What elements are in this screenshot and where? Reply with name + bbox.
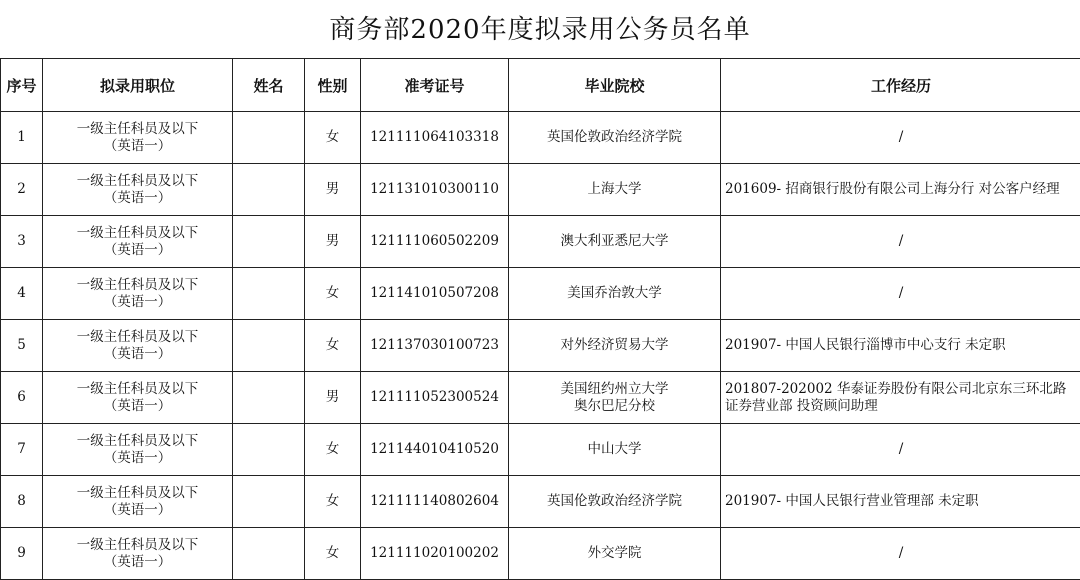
- seq-text: 7: [17, 441, 26, 457]
- gender-text: 男: [326, 181, 340, 197]
- table-row: [1, 320, 1080, 372]
- cell-name: [233, 268, 305, 320]
- cell-seq: [1, 528, 43, 580]
- exam-no-text: 121111140802604: [370, 493, 499, 509]
- cell-gender: [305, 164, 361, 216]
- cell-gender: [305, 216, 361, 268]
- seq-text: 9: [17, 545, 26, 561]
- cell-exam-no: [361, 320, 509, 372]
- gender-text: 男: [326, 389, 340, 405]
- page-title: 商务部2020年度拟录用公务员名单: [0, 10, 1080, 50]
- experience-text: 201807-202002 华泰证券股份有限公司北京东三环北路证券营业部 投资顾问助理: [725, 381, 1066, 414]
- exam-no-text: 121111060502209: [370, 233, 499, 249]
- cell-seq: [1, 476, 43, 528]
- gender-text: 女: [326, 545, 340, 561]
- cell-school: [509, 164, 721, 216]
- experience-text: 201907- 中国人民银行淄博市中心支行 未定职: [725, 337, 1006, 353]
- position-line-2: （英语一）: [46, 450, 229, 467]
- cell-seq: [1, 164, 43, 216]
- cell-position: [43, 320, 233, 372]
- table-row: [1, 528, 1080, 580]
- table-header-row: [1, 59, 1080, 112]
- table-row: [1, 424, 1080, 476]
- cell-exam-no: [361, 528, 509, 580]
- table-row: [1, 476, 1080, 528]
- exam-no-text: 121111064103318: [370, 129, 499, 145]
- exam-no-text: 121111020100202: [370, 545, 499, 561]
- cell-school: [509, 112, 721, 164]
- exam-no-text: 121111052300524: [370, 389, 499, 405]
- school-line-1: 英国伦敦政治经济学院: [512, 129, 717, 146]
- position-line-1: 一级主任科员及以下: [46, 485, 229, 502]
- position-line-1: 一级主任科员及以下: [46, 121, 229, 138]
- cell-gender: [305, 528, 361, 580]
- position-line-1: 一级主任科员及以下: [46, 329, 229, 346]
- seq-text: 6: [17, 389, 26, 405]
- cell-school: [509, 320, 721, 372]
- cell-experience: [721, 424, 1080, 476]
- cell-position: [43, 216, 233, 268]
- position-line-1: 一级主任科员及以下: [46, 537, 229, 554]
- gender-text: 女: [326, 493, 340, 509]
- experience-text: /: [899, 233, 904, 249]
- cell-position: [43, 164, 233, 216]
- cell-seq: [1, 320, 43, 372]
- table-row: [1, 164, 1080, 216]
- school-line-1: 中山大学: [512, 441, 717, 458]
- cell-experience: [721, 320, 1080, 372]
- header-gender: 性别: [305, 59, 361, 112]
- cell-name: [233, 372, 305, 424]
- experience-text: /: [899, 545, 904, 561]
- header-school: 毕业院校: [509, 59, 721, 112]
- cell-seq: [1, 424, 43, 476]
- cell-experience: [721, 268, 1080, 320]
- header-experience: 工作经历: [721, 59, 1080, 112]
- position-line-1: 一级主任科员及以下: [46, 225, 229, 242]
- position-line-2: （英语一）: [46, 502, 229, 519]
- school-line-2: 奥尔巴尼分校: [512, 398, 717, 415]
- school-line-1: 对外经济贸易大学: [512, 337, 717, 354]
- school-line-1: 美国纽约州立大学: [512, 381, 717, 398]
- cell-school: [509, 528, 721, 580]
- cell-position: [43, 268, 233, 320]
- seq-text: 3: [17, 233, 26, 249]
- cell-seq: [1, 268, 43, 320]
- school-line-1: 澳大利亚悉尼大学: [512, 233, 717, 250]
- gender-text: 女: [326, 337, 340, 353]
- cell-experience: [721, 112, 1080, 164]
- experience-text: /: [899, 129, 904, 145]
- exam-no-text: 121141010507208: [370, 285, 499, 301]
- cell-school: [509, 268, 721, 320]
- cell-school: [509, 216, 721, 268]
- cell-exam-no: [361, 112, 509, 164]
- cell-name: [233, 164, 305, 216]
- cell-position: [43, 424, 233, 476]
- position-line-1: 一级主任科员及以下: [46, 433, 229, 450]
- gender-text: 女: [326, 285, 340, 301]
- seq-text: 5: [17, 337, 26, 353]
- school-line-1: 外交学院: [512, 545, 717, 562]
- position-line-1: 一级主任科员及以下: [46, 173, 229, 190]
- position-line-2: （英语一）: [46, 346, 229, 363]
- position-line-2: （英语一）: [46, 138, 229, 155]
- cell-experience: [721, 216, 1080, 268]
- seq-text: 8: [17, 493, 26, 509]
- position-line-1: 一级主任科员及以下: [46, 277, 229, 294]
- cell-experience: [721, 164, 1080, 216]
- cell-position: [43, 476, 233, 528]
- cell-seq: [1, 112, 43, 164]
- cell-name: [233, 528, 305, 580]
- header-exam-no: 准考证号: [361, 59, 509, 112]
- experience-text: 201609- 招商银行股份有限公司上海分行 对公客户经理: [725, 181, 1060, 197]
- position-line-2: （英语一）: [46, 294, 229, 311]
- cell-exam-no: [361, 372, 509, 424]
- experience-text: /: [899, 441, 904, 457]
- position-line-1: 一级主任科员及以下: [46, 381, 229, 398]
- cell-gender: [305, 268, 361, 320]
- school-line-1: 英国伦敦政治经济学院: [512, 493, 717, 510]
- gender-text: 女: [326, 129, 340, 145]
- cell-position: [43, 528, 233, 580]
- position-line-2: （英语一）: [46, 554, 229, 571]
- cell-exam-no: [361, 216, 509, 268]
- table-body: [1, 112, 1080, 580]
- cell-exam-no: [361, 476, 509, 528]
- cell-experience: [721, 476, 1080, 528]
- cell-experience: [721, 372, 1080, 424]
- cell-gender: [305, 112, 361, 164]
- header-seq: 序号: [1, 59, 43, 112]
- table-row: [1, 216, 1080, 268]
- cell-school: [509, 476, 721, 528]
- exam-no-text: 121144010410520: [370, 441, 499, 457]
- cell-name: [233, 476, 305, 528]
- seq-text: 4: [17, 285, 26, 301]
- experience-text: /: [899, 285, 904, 301]
- cell-gender: [305, 320, 361, 372]
- seq-text: 1: [17, 129, 26, 145]
- cell-exam-no: [361, 164, 509, 216]
- exam-no-text: 121131010300110: [370, 181, 499, 197]
- candidate-table: [0, 58, 1080, 580]
- cell-name: [233, 216, 305, 268]
- exam-no-text: 121137030100723: [370, 337, 499, 353]
- table-row: [1, 268, 1080, 320]
- cell-school: [509, 424, 721, 476]
- position-line-2: （英语一）: [46, 242, 229, 259]
- cell-seq: [1, 372, 43, 424]
- school-line-1: 上海大学: [512, 181, 717, 198]
- seq-text: 2: [17, 181, 26, 197]
- cell-school: [509, 372, 721, 424]
- cell-name: [233, 320, 305, 372]
- cell-gender: [305, 424, 361, 476]
- header-position: 拟录用职位: [43, 59, 233, 112]
- cell-seq: [1, 216, 43, 268]
- position-line-2: （英语一）: [46, 398, 229, 415]
- cell-position: [43, 112, 233, 164]
- cell-name: [233, 112, 305, 164]
- cell-exam-no: [361, 268, 509, 320]
- school-line-1: 美国乔治敦大学: [512, 285, 717, 302]
- header-name: 姓名: [233, 59, 305, 112]
- cell-exam-no: [361, 424, 509, 476]
- cell-position: [43, 372, 233, 424]
- table-row: [1, 112, 1080, 164]
- cell-experience: [721, 528, 1080, 580]
- cell-gender: [305, 476, 361, 528]
- table-row: [1, 372, 1080, 424]
- gender-text: 女: [326, 441, 340, 457]
- cell-name: [233, 424, 305, 476]
- gender-text: 男: [326, 233, 340, 249]
- cell-gender: [305, 372, 361, 424]
- position-line-2: （英语一）: [46, 190, 229, 207]
- experience-text: 201907- 中国人民银行营业管理部 未定职: [725, 493, 979, 509]
